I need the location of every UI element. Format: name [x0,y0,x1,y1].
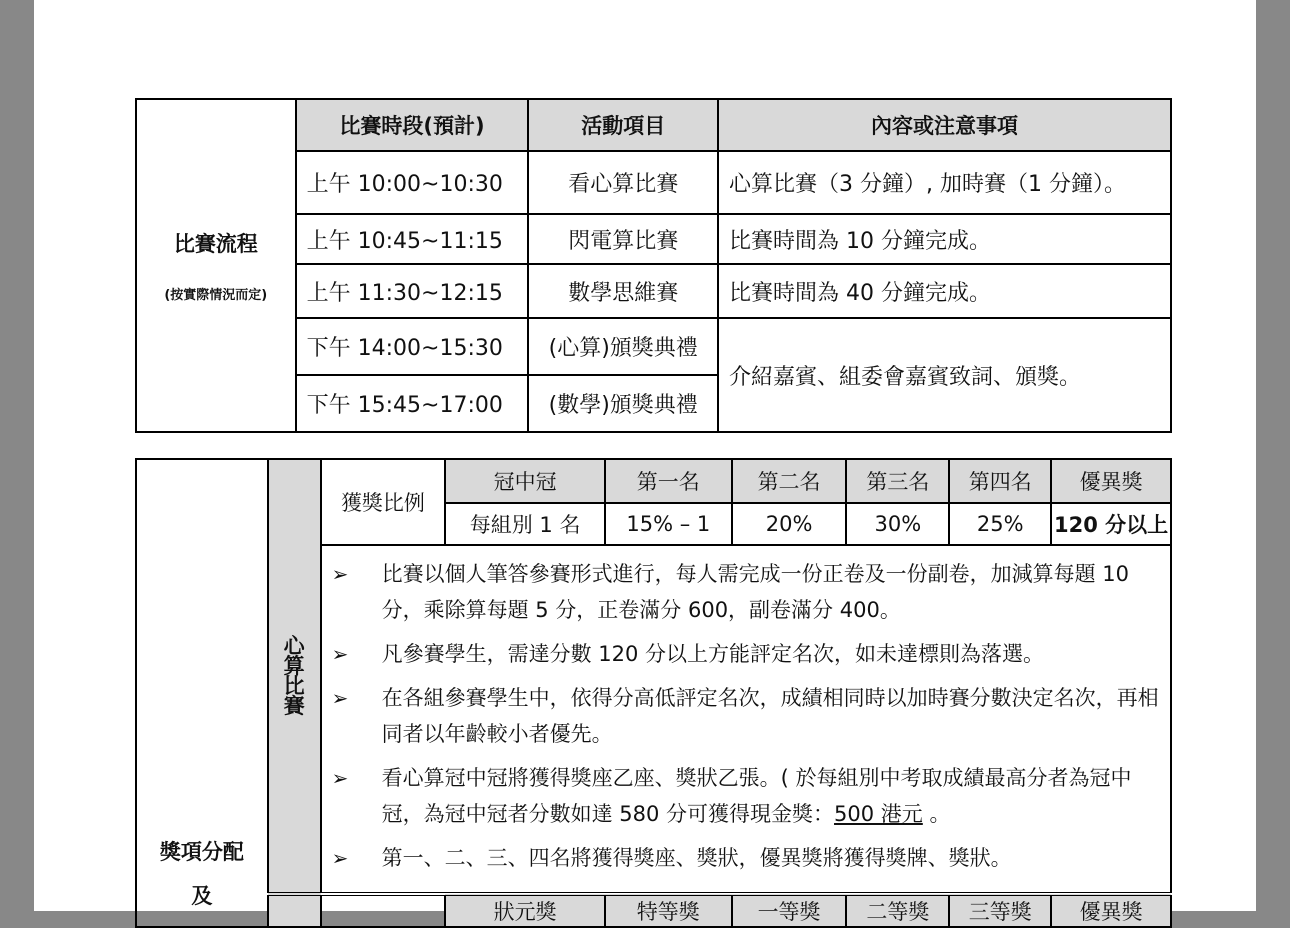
rank-header: 二等獎 [846,894,949,927]
awards-table [135,458,1172,928]
rule-text: 凡參賽學生，需達分數 120 分以上方能評定名次，如未達標則為落選。 [381,642,1045,666]
rank-value: 20% [732,503,847,545]
rank-value: 25% [949,503,1051,545]
arrow-bullet-icon: ➢ [331,642,349,666]
row-time: 下午 14:00~15:30 [296,318,529,375]
schedule-table [135,98,1172,433]
schedule-title-cell [136,99,296,432]
rank-value: 每組別 1 名 [445,503,605,545]
mental-rules [321,545,1171,894]
list-item [332,636,1162,672]
rank-header: 三等獎 [949,894,1051,927]
awards-title-line1: 獎項分配 [159,840,244,864]
rule-text: 在各組參賽學生中，依得分高低評定名次，成績相同時以加時賽分數決定名次，再相同者以年齡較小者優先。 [381,686,1159,746]
rank-value: 30% [846,503,949,545]
row-time: 下午 15:45~17:00 [296,375,529,432]
header-note: 內容或注意事項 [718,99,1171,151]
awards-title-cell [136,459,268,927]
rank-header: 第三名 [846,459,949,503]
list-item [332,680,1162,752]
rule-text: 比賽以個人筆答參賽形式進行，每人需完成一份正卷及一份副卷，加減算每題 10 分，乘除算每題 5 分，正卷滿分 600，副卷滿分 400。 [381,562,1129,622]
schedule-title: 比賽流程 [173,232,258,256]
row-activity: (數學)頒獎典禮 [528,375,718,432]
rank-header: 優異獎 [1051,459,1171,503]
rank-header: 優異獎 [1051,894,1171,927]
arrow-bullet-icon: ➢ [331,766,349,790]
row-activity: (心算)頒獎典禮 [528,318,718,375]
row-note: 比賽時間為 10 分鐘完成。 [718,214,1171,264]
rank-value: 15% – 1 [605,503,732,545]
row-activity: 看心算比賽 [528,151,718,214]
rule-text [382,760,1162,832]
list-item [332,760,1162,832]
awards-title-line2: 及 [191,884,213,908]
rank-header: 狀元獎 [445,894,605,927]
rank-header: 冠中冠 [445,459,605,503]
rank-header: 第二名 [732,459,847,503]
row-note: 心算比賽（3 分鐘）, 加時賽（1 分鐘）。 [718,151,1171,214]
list-item [332,840,1162,876]
header-time: 比賽時段(預計) [296,99,529,151]
row-note: 比賽時間為 40 分鐘完成。 [718,264,1171,318]
rank-header: 第四名 [949,459,1051,503]
row-note-merged: 介紹嘉賓、組委會嘉賓致詞、頒獎。 [718,318,1171,432]
rule4-text: 看心算冠中冠將獲得獎座乙座、獎狀乙張。( 於每組別中考取成績最高分者為冠中冠，為冠中冠者分數如達 580 分可獲得現金獎： [381,766,1132,826]
prize-amount: 500 港元 [834,802,923,826]
list-item [332,556,1162,628]
row-activity: 閃電算比賽 [528,214,718,264]
arrow-bullet-icon: ➢ [331,686,349,710]
mental-section-label-text: 心 算 比 賽 [283,634,305,718]
document-page [34,0,1256,924]
rank-value: 120 分以上 [1051,503,1171,545]
row-time: 上午 10:45~11:15 [296,214,529,264]
mental-section-label [268,459,321,894]
arrow-bullet-icon: ➢ [331,846,349,870]
rank-header: 特等獎 [605,894,732,927]
header-activity: 活動項目 [528,99,718,151]
row-time: 上午 10:00~10:30 [296,151,529,214]
rule-text: 第一、二、三、四名將獲得獎座、獎狀，優異獎將獲得獎牌、獎狀。 [381,846,1012,870]
rule4-end: 。 [929,802,951,826]
arrow-bullet-icon: ➢ [331,562,349,586]
rank-header: 第一名 [605,459,732,503]
math-ratio-label [321,894,446,927]
rank-header: 一等獎 [732,894,847,927]
schedule-subtitle: (按實際情況而定) [164,288,268,303]
ratio-label: 獲獎比例 [321,459,446,545]
row-time: 上午 11:30~12:15 [296,264,529,318]
row-activity: 數學思維賽 [528,264,718,318]
math-section-label [268,894,321,927]
